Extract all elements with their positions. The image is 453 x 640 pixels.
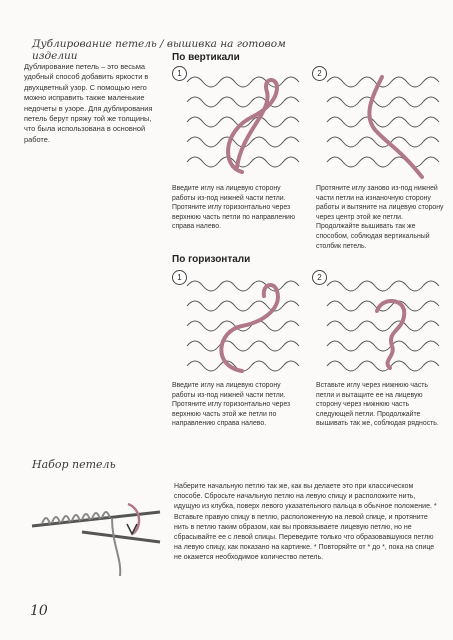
vertical-heading: По вертикали bbox=[172, 52, 240, 63]
knit-stitches-image bbox=[322, 72, 442, 182]
vertical-step-2-caption: Протяните иглу заново из-под нижней части петли на изнаночную сторону работы и вытяните на лицевую сторону через центр этой же петли. Продолжайте вышивать так же способом, соблюдая вертикальный столбик петель. bbox=[316, 185, 444, 250]
step-number: 1 bbox=[172, 66, 187, 81]
needle-cast-on-image bbox=[32, 484, 162, 579]
page-title: Дублирование петель / вышивка на готовом изделии bbox=[32, 38, 286, 62]
knit-stitches-image bbox=[182, 72, 302, 182]
vertical-step-1-caption: Введите иглу на лицевую сторону работы из-под нижней части петли. Протяните иглу горизонтально через верхнюю часть петли по направлению справа налево. bbox=[172, 185, 296, 231]
step-number: 1 bbox=[172, 270, 187, 285]
step-number: 2 bbox=[312, 66, 327, 81]
horizontal-step-2-caption: Вставьте иглу через нижнюю часть петли и вытащите ее на лицевую сторону через нижнюю часть следующей петли. Продолжайте вышивать так же, соблюдая рядность. bbox=[316, 382, 439, 428]
knit-stitches-image bbox=[182, 276, 302, 376]
cast-on-instructions: Наберите начальную петлю так же, как вы делаете это при классическом способе. Сбросьте начальную петлю на левую спицу и расположите нить, идущую из клубка, поверх левого указательного пальца в обычное положение. * Вставьте правую спицу в петлю, расположенную на левой спице, и протяните нить в петлю таким образом, как вы провязываете лицевую петлю, но не сбрасывайте ее с левой спицы. Переведите только что образовавшуюся петлю на левую спицу, как показано на картинке. * Повторяйте от * до *, пока на спице не окажется необходимое количество петель. bbox=[174, 483, 437, 562]
knit-stitches-image bbox=[322, 276, 442, 376]
cast-on-illustration bbox=[32, 484, 162, 579]
horizontal-step-1-caption: Введите иглу на лицевую сторону работы из-под нижней части петли. Протяните иглу горизонтально через верхнюю часть этой же петли по направлению справа налево. bbox=[172, 382, 291, 428]
page-number: 10 bbox=[30, 603, 48, 619]
illustration-vertical-2 bbox=[312, 66, 442, 181]
cast-on-heading: Набор петель bbox=[32, 458, 116, 471]
intro-paragraph: Дублирование петель – это весьма удобный способ добавить яркости в двухцветный узор. С помощью него можно исправить также маленькие недочеты в узоре. Для дублирования петель берут пряжу той же толщины, что была использована в основной работе. bbox=[24, 62, 153, 144]
illustration-horizontal-2 bbox=[312, 270, 442, 378]
illustration-vertical-1 bbox=[172, 66, 302, 181]
illustration-horizontal-1 bbox=[172, 270, 302, 378]
horizontal-heading: По горизонтали bbox=[172, 254, 251, 265]
step-number: 2 bbox=[312, 270, 327, 285]
